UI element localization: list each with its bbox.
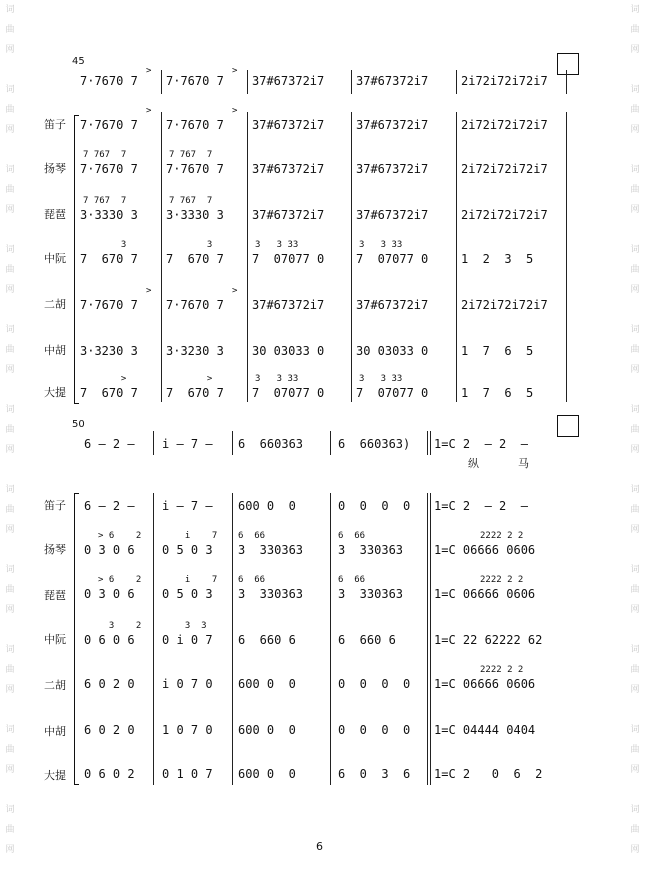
barline: [247, 70, 248, 94]
measure: 7·7670 7: [80, 162, 138, 176]
page-number: 6: [316, 840, 323, 853]
instrument-label: 大提: [44, 386, 66, 399]
watermark-right: 词 曲 网 词 曲 网 词 曲 网 词 曲 网 词 曲 网 词 曲 网 词 曲 网 词 曲 网 词 曲 网 词 曲 网 词 曲 网: [630, 5, 640, 855]
measure: 7 670 7: [80, 386, 138, 400]
barline: [566, 112, 567, 402]
measure: 0 0 0 0: [338, 499, 411, 513]
barline: [351, 112, 352, 402]
measure: 0 6 0 2: [84, 767, 135, 781]
measure: 37#67372i7: [252, 118, 325, 132]
measure: 1=C 2 — 2 —: [434, 437, 528, 451]
instrument-label: 二胡: [44, 679, 66, 692]
measure: 37#67372i7: [252, 298, 325, 312]
measure: 7 670 7: [166, 386, 224, 400]
measure: 37#67372i7: [356, 298, 429, 312]
measure: 6 660363: [238, 437, 304, 451]
lyric: 马: [518, 457, 529, 470]
measure: 600 0 0: [238, 767, 296, 781]
double-barline: [427, 493, 428, 785]
instrument-label: 中胡: [44, 725, 66, 738]
instrument-row: 扬琴 > 6 2 i 7 6 66 6 66 2222 2 2 0 3 0 6 0 5 0 3 3 330363 3 330363 1=C 06666 0606: [44, 531, 536, 557]
measure: 7·7670 7: [166, 74, 224, 88]
measure: 0 i 0 7: [162, 633, 213, 647]
measure: 7 07077 0: [356, 252, 429, 266]
instrument-row: [0, 713, 645, 743]
measure: 1=C 06666 0606: [434, 677, 536, 691]
instrument-row: 扬琴 7 767 7 7 767 7 7·7670 7 7·7670 7 37#67372i7 37#67372i7 2i72i72i72i7: [44, 150, 548, 176]
instrument-row: 二胡 2222 2 2 6 0 2 0 i 0 7 0 600 0 0 0 0 0 0 1=C 06666 0606: [44, 665, 536, 692]
barline: [232, 431, 233, 455]
measure: 3 330363: [238, 587, 304, 601]
measure: 30 03033 0: [252, 344, 325, 358]
measure: 7 07077 0: [252, 252, 325, 266]
barline: [351, 70, 352, 94]
measure: 1 2 3 5: [461, 252, 534, 266]
barline: [330, 493, 331, 785]
instrument-row: [0, 757, 645, 787]
measure: 600 0 0: [238, 499, 296, 513]
instrument-row: [0, 493, 645, 523]
double-barline: [427, 431, 428, 455]
measure: 0 5 0 3: [162, 587, 213, 601]
measure: 2i72i72i72i7: [461, 118, 548, 132]
measure: 1=C 2 0 6 2: [434, 767, 543, 781]
measure: 2i72i72i72i7: [461, 208, 548, 222]
measure: 1 7 6 5: [461, 386, 534, 400]
measure: 2i72i72i72i7: [461, 298, 548, 312]
measure: 1=C 06666 0606: [434, 587, 536, 601]
accent-mark: >: [146, 66, 152, 76]
measure: 3 330363: [338, 543, 404, 557]
measure: 3 330363: [238, 543, 304, 557]
measure: 6 660363): [338, 437, 411, 451]
measure: 7 07077 0: [252, 386, 325, 400]
barline: [161, 70, 162, 94]
measure: 7·7670 7: [166, 162, 224, 176]
measure: 7·7670 7: [166, 118, 224, 132]
measure: 2i72i72i72i7: [461, 74, 548, 88]
measure: 3·3230 3: [80, 344, 138, 358]
instrument-label: 琵琶: [44, 589, 66, 602]
measure: 7·7670 7: [80, 74, 138, 88]
barline: [456, 112, 457, 402]
measure: 600 0 0: [238, 677, 296, 691]
measure: 6 0 2 0: [84, 723, 135, 737]
instrument-row: 中阮 3 2 3 3 0 6 0 6 0 i 0 7 6 660 6 6 660 6 1=C 22 62222 62: [44, 621, 543, 647]
measure: 3·3230 3: [166, 344, 224, 358]
measure: 0 0 0 0: [338, 677, 411, 691]
measure: 7·7670 7: [80, 118, 138, 132]
measure: 37#67372i7: [356, 162, 429, 176]
measure: 37#67372i7: [356, 74, 429, 88]
instrument-label: 中阮: [44, 633, 66, 646]
bar-number: 50: [72, 419, 85, 430]
measure: 0 1 0 7: [162, 767, 213, 781]
measure: 0 5 0 3: [162, 543, 213, 557]
measure: 37#67372i7: [252, 162, 325, 176]
barline: [456, 70, 457, 94]
measure: 30 03033 0: [356, 344, 429, 358]
measure: 3·3330 3: [166, 208, 224, 222]
instrument-row: 笛子 > > 7·7670 7 7·7670 7 37#67372i7 37#67372i7 2i72i72i72i7: [44, 106, 548, 132]
measure: 1=C 22 62222 62: [434, 633, 543, 647]
measure: 1=C 04444 0404: [434, 723, 536, 737]
barline: [247, 112, 248, 402]
lead-staff: [0, 431, 645, 470]
instrument-label: 扬琴: [44, 162, 66, 175]
measure: 6 0 3 6: [338, 767, 411, 781]
instrument-row: 琵琶 > 6 2 i 7 6 66 6 66 2222 2 2 0 3 0 6 0 5 0 3 3 330363 3 330363 1=C 06666 0606: [44, 575, 536, 602]
instrument-row: 琵琶 7 767 7 7 767 7 3·3330 3 3·3330 3 37#67372i7 37#67372i7 2i72i72i72i7: [44, 196, 548, 222]
measure: 1=C 06666 0606: [434, 543, 536, 557]
measure: 37#67372i7: [356, 208, 429, 222]
lyric: 纵: [468, 457, 479, 470]
instrument-label: 二胡: [44, 298, 66, 311]
measure: 0 3 0 6: [84, 587, 135, 601]
instrument-row: 二胡 > > 7·7670 7 7·7670 7 37#67372i7 37#67372i7 2i72i72i72i7: [44, 286, 548, 312]
instrument-label: 扬琴: [44, 543, 66, 556]
measure: 7 07077 0: [356, 386, 429, 400]
measure: 3·3330 3: [80, 208, 138, 222]
measure: 1 7 6 5: [461, 344, 534, 358]
watermark-left: 词 曲 网 词 曲 网 词 曲 网 词 曲 网 词 曲 网 词 曲 网 词 曲 网 词 曲 网 词 曲 网 词 曲 网 词 曲 网: [5, 5, 15, 855]
measure: 0 3 0 6: [84, 543, 135, 557]
instrument-row: [0, 334, 645, 364]
measure: 6 660 6: [338, 633, 396, 647]
accent-mark: >: [232, 66, 238, 76]
instrument-label: 中胡: [44, 344, 66, 357]
barline: [330, 431, 331, 455]
measure: i 0 7 0: [162, 677, 213, 691]
instrument-label: 中阮: [44, 252, 66, 265]
measure: 6 — 2 —: [84, 499, 135, 513]
barline: [153, 431, 154, 455]
bar-number: 45: [72, 56, 85, 67]
measure: 6 0 2 0: [84, 677, 135, 691]
measure: 6 — 2 —: [84, 437, 135, 451]
instrument-label: 大提: [44, 769, 66, 782]
measure: 7·7670 7: [166, 298, 224, 312]
instrument-row: 中阮 3 3 3 3 33 3 3 33 7 670 7 7 670 7 7 07077 0 7 07077 0 1 2 3 5: [44, 240, 534, 266]
instrument-label: 笛子: [44, 118, 66, 131]
measure: 37#67372i7: [356, 118, 429, 132]
measure: 7·7670 7: [80, 298, 138, 312]
measure: 600 0 0: [238, 723, 296, 737]
lead-staff: [0, 66, 645, 100]
barline: [161, 112, 162, 402]
measure: 1=C 2 — 2 —: [434, 499, 528, 513]
measure: i — 7 —: [162, 437, 213, 451]
instrument-label: 琵琶: [44, 208, 66, 221]
measure: 6 660 6: [238, 633, 296, 647]
measure: 37#67372i7: [252, 74, 325, 88]
measure: 0 6 0 6: [84, 633, 135, 647]
instrument-label: 笛子: [44, 499, 66, 512]
measure: 1 0 7 0: [162, 723, 213, 737]
barline: [232, 493, 233, 785]
measure: 2i72i72i72i7: [461, 162, 548, 176]
measure: 37#67372i7: [252, 208, 325, 222]
measure: i — 7 —: [162, 499, 213, 513]
barline: [153, 493, 154, 785]
measure: 0 0 0 0: [338, 723, 411, 737]
barline: [566, 70, 567, 94]
instrument-row: 大提 > > 3 3 33 3 3 33 7 670 7 7 670 7 7 07077 0 7 07077 0 1 7 6 5: [44, 374, 534, 400]
measure: 7 670 7: [166, 252, 224, 266]
measure: 7 670 7: [80, 252, 138, 266]
measure: 3 330363: [338, 587, 404, 601]
